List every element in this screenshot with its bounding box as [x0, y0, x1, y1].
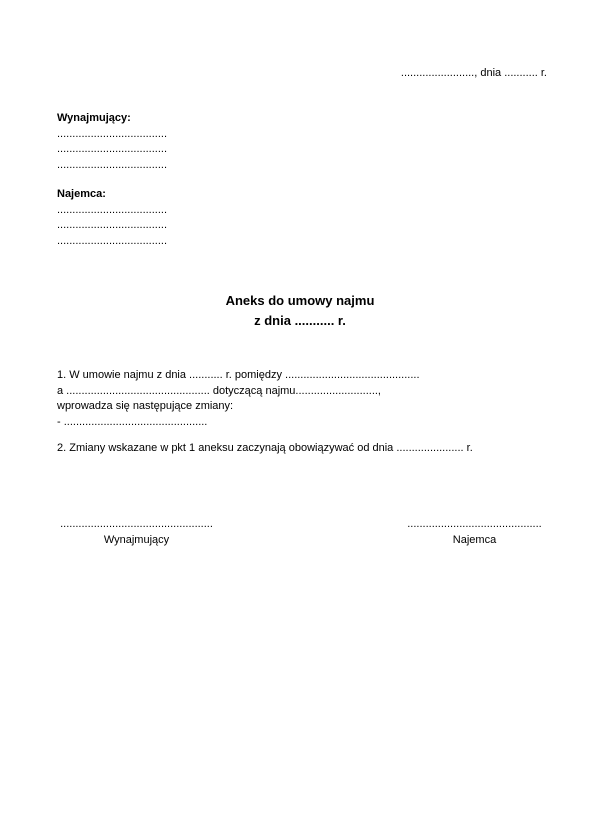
tenant-section [57, 187, 167, 249]
clause-1 [57, 368, 420, 430]
signature-landlord-line: .................................................. [60, 518, 213, 530]
landlord-heading: Wynajmujący: [57, 112, 131, 124]
tenant-blank-line-1: .................................... [57, 203, 168, 216]
tenant-blank-line-3: .................................... [57, 234, 168, 247]
clause-2: 2. Zmiany wskazane w pkt 1 aneksu zaczynają obowiązywać od dnia ...................... r. [57, 442, 473, 454]
document-title [0, 291, 600, 330]
signature-tenant-line: ............................................ [407, 518, 542, 530]
signature-landlord-label: Wynajmujący [103, 533, 170, 546]
landlord-blank-line-1: .................................... [57, 127, 168, 140]
tenant-heading: Najemca: [57, 188, 106, 200]
signature-tenant [407, 517, 542, 548]
landlord-section [57, 111, 167, 173]
document-title-line2: z dnia ........... r. [254, 312, 346, 328]
clause-1-line-2: a ............................................... dotyczącą najmu..........................., [57, 384, 381, 397]
landlord-blank-line-2: .................................... [57, 143, 168, 155]
clause-1-line-3: wprowadza się następujące zmiany: [57, 400, 234, 412]
date-place-line: ........................, dnia ........... r. [400, 67, 547, 79]
clause-1-line-4: - ............................................... [57, 415, 208, 428]
document-title-line1: Aneks do umowy najmu [225, 293, 375, 308]
signature-landlord [60, 517, 213, 548]
tenant-blank-line-2: .................................... [57, 219, 168, 231]
signature-tenant-label: Najemca [452, 533, 497, 546]
landlord-blank-line-3: .................................... [57, 158, 168, 171]
clause-1-line-1: 1. W umowie najmu z dnia ........... r. pomiędzy ............................................ [57, 369, 420, 381]
